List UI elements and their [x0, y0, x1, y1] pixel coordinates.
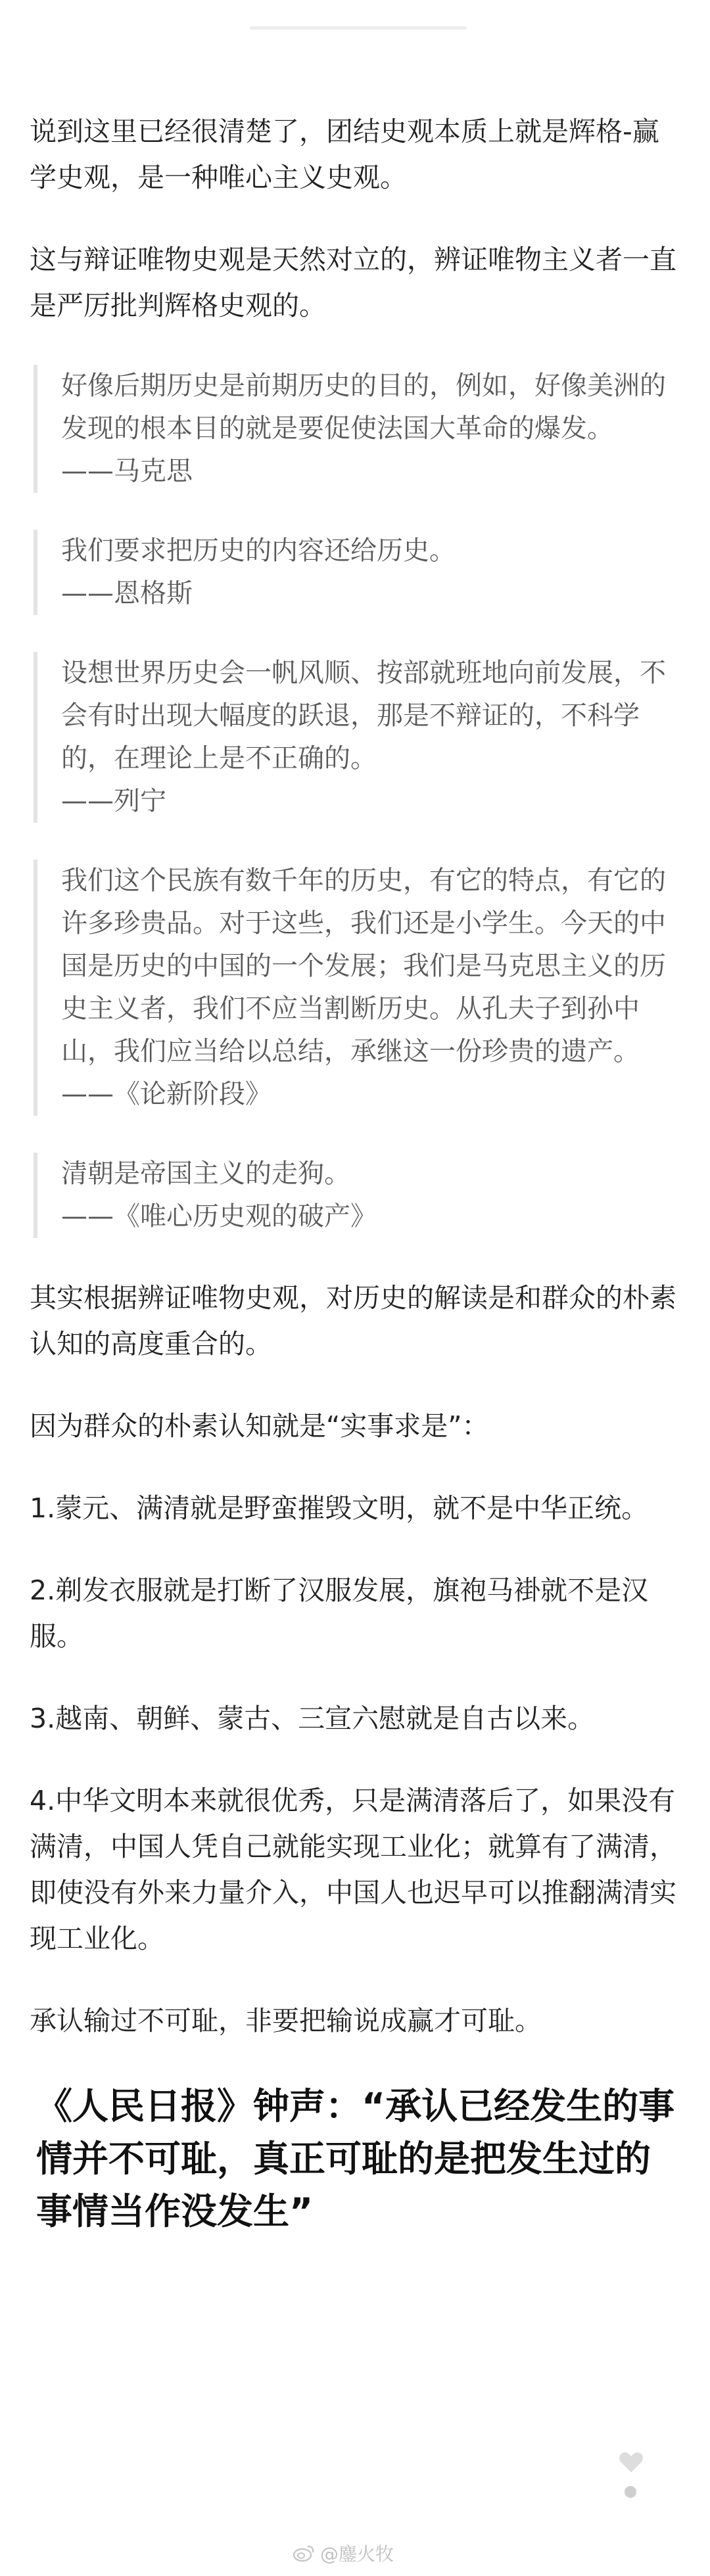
list-item: 1.蒙元、满清就是野蛮摧毁文明，就不是中华正统。 [30, 1492, 649, 1524]
watermark-handle: @鏖火牧 [320, 2543, 394, 2565]
closing-paragraph: 承认输过不可耻，非要把输说成赢才可耻。 [30, 2005, 542, 2036]
quote-text: 我们这个民族有数千年的历史，有它的特点，有它的许多珍贵品。对于这些，我们还是小学生。今天的中国是历史的中国的一个发展；我们是马克思主义的历史主义者，我们不应当割断历史。从孔夫子到孙中山，我们应当给以总结，承继这一份珍贵的遗产。 [61, 865, 666, 1067]
top-divider [250, 26, 467, 30]
paragraph: 其实根据辨证唯物史观，对历史的解读是和群众的朴素认知的高度重合的。 [30, 1282, 676, 1360]
paragraph: 因为群众的朴素认知就是“实事求是”： [30, 1410, 489, 1442]
paragraph: 这与辩证唯物史观是天然对立的，辨证唯物主义者一直是严厉批判辉格史观的。 [30, 244, 676, 321]
quote-source: ——《论新阶段》 [61, 1079, 272, 1109]
quote-text: 设想世界历史会一帆风顺、按部就班地向前发展，不会有时出现大幅度的跃退，那是不辩证的，不科学的，在理论上是不正确的。 [61, 658, 666, 773]
quote-source: ——恩格斯 [61, 578, 193, 609]
paragraph: 说到这里已经很清楚了，团结史观本质上就是辉格-赢学史观，是一种唯心主义史观。 [30, 116, 659, 193]
quote-source: ——马克思 [61, 456, 193, 486]
article-body [30, 108, 680, 2238]
quote-text: 我们要求把历史的内容还给历史。 [61, 536, 456, 566]
headline: 《人民日报》钟声：“承认已经发生的事情并不可耻，真正可耻的是把发生过的事情当作没发生” [36, 2085, 675, 2232]
list-item: 4.中华文明本来就很优秀，只是满清落后了，如果没有满清，中国人凭自己就能实现工业化；就算有了满清，即使没有外来力量介入，中国人也迟早可以推翻满清实现工业化。 [30, 1785, 676, 1954]
blockquote [34, 1153, 680, 1238]
quote-text: 好像后期历史是前期历史的目的，例如，好像美洲的发现的根本目的就是要促使法国大革命的爆发。 [61, 371, 666, 444]
heart-icon[interactable] [618, 2450, 644, 2473]
blockquote [34, 860, 680, 1116]
blockquote [34, 652, 680, 823]
quote-source: ——《唯心历史观的破产》 [61, 1201, 377, 1231]
list-item: 3.越南、朝鲜、蒙古、三宣六慰就是自古以来。 [30, 1703, 595, 1734]
blockquote [34, 530, 680, 615]
list-item: 2.剃发衣服就是打断了汉服发展，旗袍马褂就不是汉服。 [30, 1575, 649, 1652]
watermark [293, 2540, 394, 2566]
blockquote [34, 365, 680, 493]
more-dot-icon [625, 2486, 636, 2498]
weibo-logo-icon [293, 2544, 315, 2562]
quote-source: ——列宁 [61, 786, 166, 816]
quote-text: 清朝是帝国主义的走狗。 [61, 1159, 350, 1189]
